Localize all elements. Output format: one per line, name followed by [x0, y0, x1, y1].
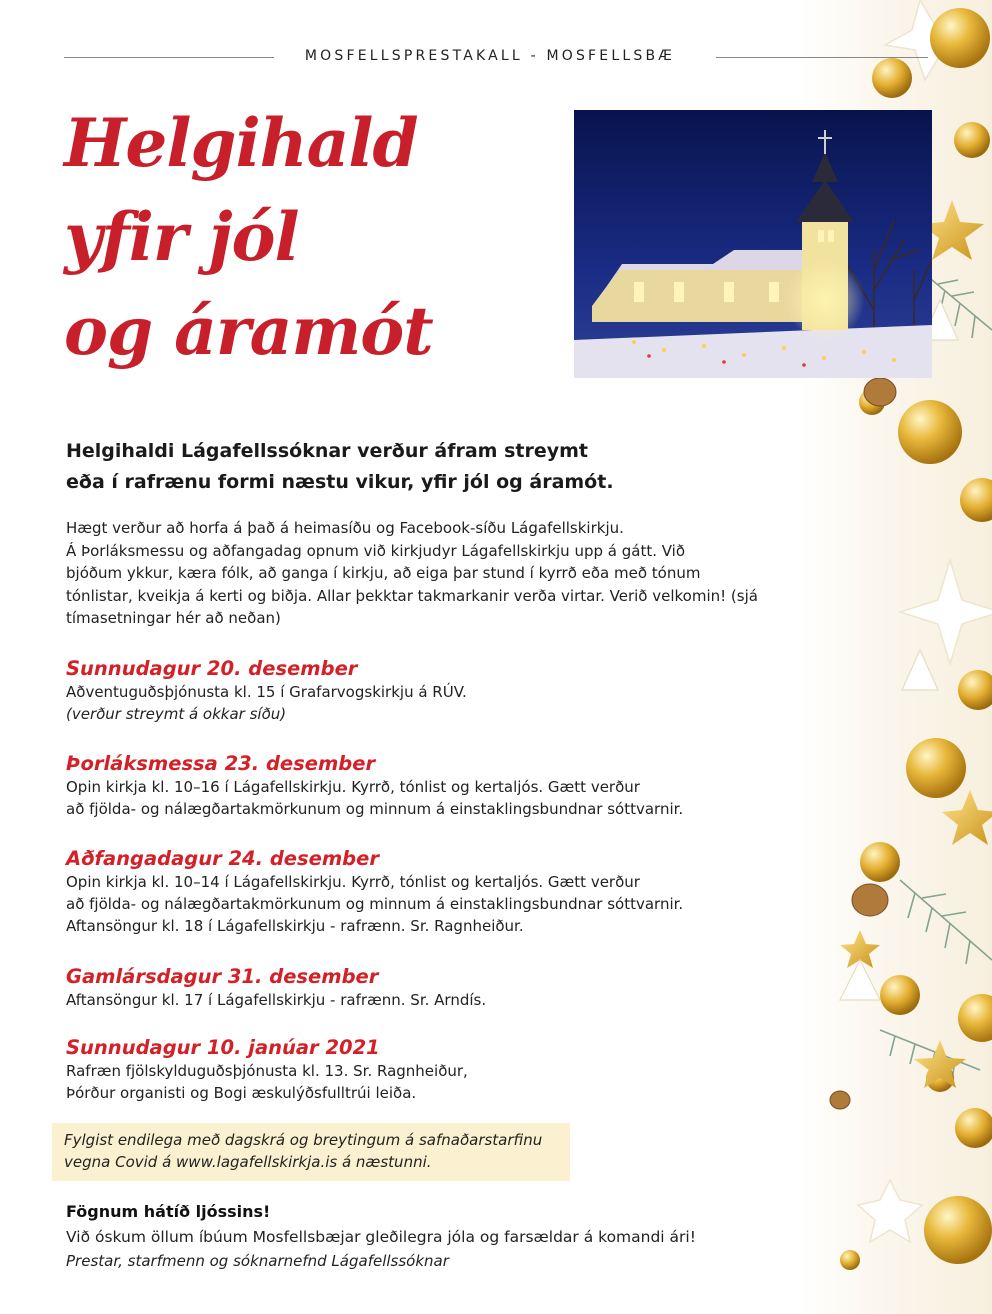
intro-line: bjóðum ykkur, kæra fólk, að ganga í kirkju, að eiga þar stund í kyrrð eða með tónum — [66, 564, 701, 582]
header-rule-left — [64, 57, 274, 58]
church-photo — [574, 110, 932, 378]
title-line-3: og áramót — [64, 292, 433, 370]
event-line: að fjölda- og nálægðartakmörkunum og minnum á einstaklingsbundnar sóttvarnir. — [66, 895, 684, 913]
intro-lead-line-2: eða í rafrænu formi næstu vikur, yfir jól og áramót. — [66, 471, 614, 493]
event-line: Aðventuguðsþjónusta kl. 15 í Grafarvogskirkju á RÚV. — [66, 683, 467, 701]
covid-notice-box — [52, 1123, 570, 1181]
event-note: (verður streymt á okkar síðu) — [66, 705, 287, 723]
event-line: Opin kirkja kl. 10–14 í Lágafellskirkju. Kyrrð, tónlist og kertaljós. Gætt verður — [66, 873, 640, 891]
event-line: Rafræn fjölskylduguðsþjónusta kl. 13. Sr. Ragnheiður, — [66, 1062, 468, 1080]
page-title — [64, 96, 433, 378]
closing-heading: Fögnum hátíð ljóssins! — [66, 1202, 271, 1221]
header-rule-right — [716, 57, 928, 58]
event-dec-31 — [66, 964, 786, 1011]
event-line: Aftansöngur kl. 17 í Lágafellskirkju - rafrænn. Sr. Arndís. — [66, 991, 487, 1009]
parish-kicker: MOSFELLSPRESTAKALL - MOSFELLSBÆ — [304, 48, 676, 64]
intro-lead-line-1: Helgihaldi Lágafellssóknar verður áfram streymt — [66, 440, 588, 462]
event-dec-23 — [66, 751, 786, 820]
event-line: Opin kirkja kl. 10–16 í Lágafellskirkju. Kyrrð, tónlist og kertaljós. Gætt verður — [66, 778, 640, 796]
notice-line-1: Fylgist endilega með dagskrá og breytingum á safnaðarstarfinu — [64, 1131, 543, 1149]
closing-greeting — [66, 1199, 786, 1273]
event-line: að fjölda- og nálægðartakmörkunum og minnum á einstaklingsbundnar sóttvarnir. — [66, 800, 684, 818]
intro-line: tímasetningar hér að neðan) — [66, 609, 281, 627]
notice-line-2: vegna Covid á www.lagafellskirkja.is á næstunni. — [64, 1153, 432, 1171]
event-date: Gamlársdagur 31. desember — [66, 965, 379, 988]
event-dec-24 — [66, 846, 786, 937]
event-line: Aftansöngur kl. 18 í Lágafellskirkju - rafrænn. Sr. Ragnheiður. — [66, 917, 524, 935]
event-jan-10 — [66, 1035, 786, 1104]
intro-line: Hægt verður að horfa á það á heimasíðu og Facebook-síðu Lágafellskirkju. — [66, 519, 624, 537]
intro-line: tónlistar, kveikja á kerti og biðja. Allar þekktar takmarkanir verða virtar. Verið velkomin! (sjá — [66, 586, 758, 605]
closing-message: Við óskum öllum íbúum Mosfellsbæjar gleðilegra jóla og farsældar á komandi ári! — [66, 1228, 696, 1246]
event-date: Aðfangadagur 24. desember — [66, 847, 379, 870]
intro-paragraph — [66, 517, 786, 630]
event-date: Þorláksmessa 23. desember — [66, 752, 376, 775]
title-line-2: yfir jól — [64, 198, 299, 276]
event-date: Sunnudagur 20. desember — [66, 657, 358, 680]
intro-line: Á Þorláksmessu og aðfangadag opnum við kirkjudyr Lágafellskirkju upp á gátt. Við — [66, 541, 686, 560]
title-line-1: Helgihald — [64, 104, 418, 182]
event-date: Sunnudagur 10. janúar 2021 — [66, 1036, 380, 1059]
event-dec-20 — [66, 656, 786, 725]
event-line: Þórður organisti og Bogi æskulýðsfulltrúi leiða. — [66, 1084, 417, 1102]
closing-signature: Prestar, starfmenn og sóknarnefnd Lágafellssóknar — [66, 1252, 449, 1270]
intro-lead — [66, 436, 786, 498]
